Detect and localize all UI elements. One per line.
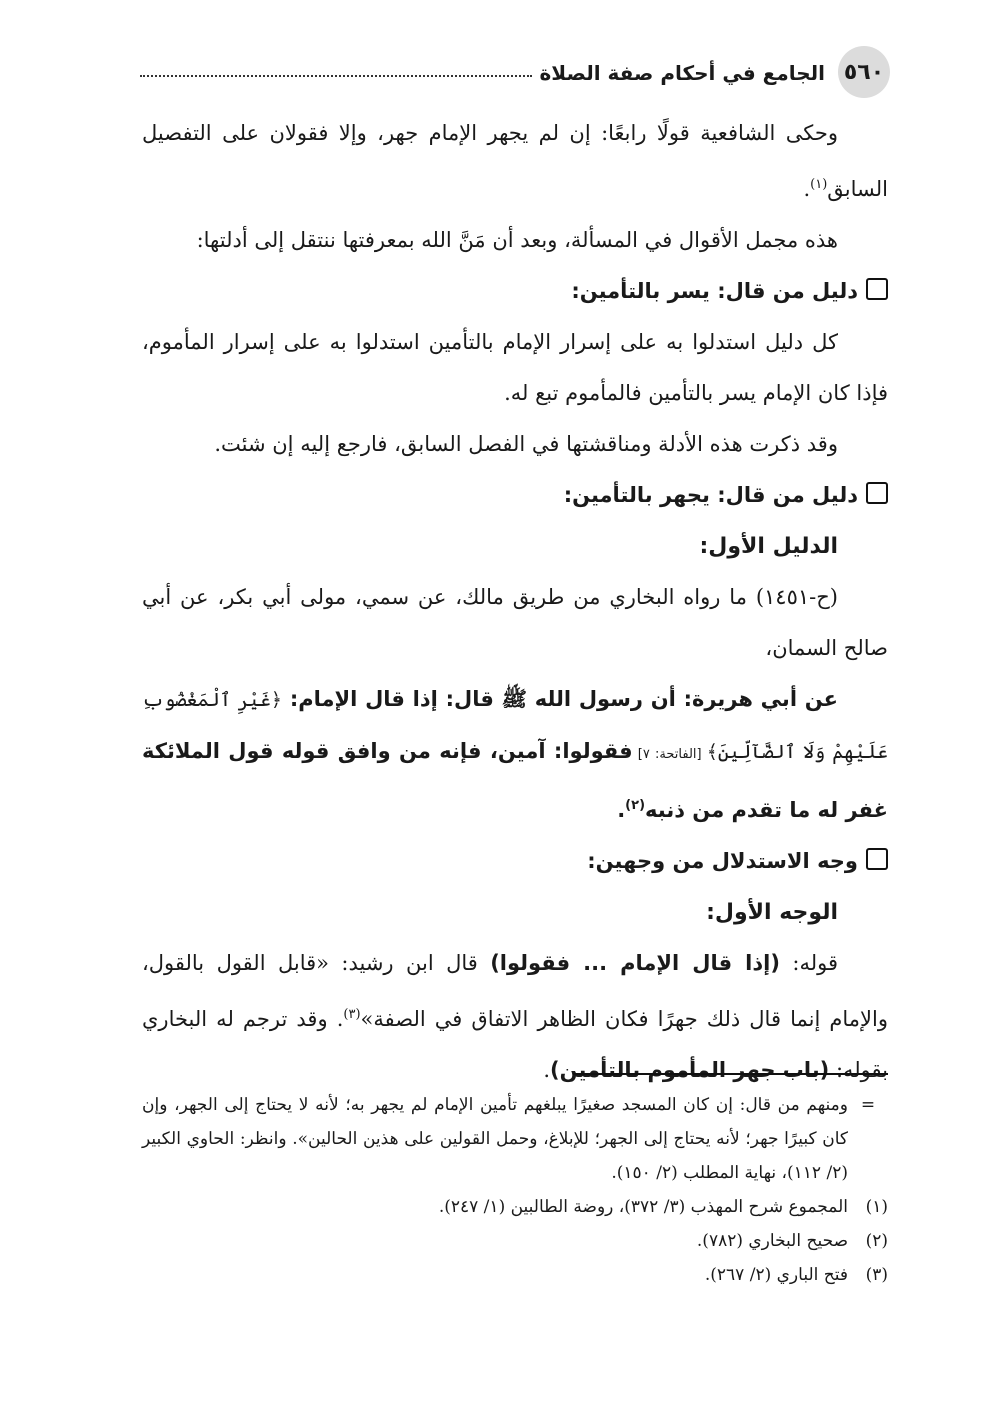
paragraph-3: كل دليل استدلوا به على إسرار الإمام بالتأمين استدلوا به على إسرار المأموم، فإذا كان الإمام يسر بالتأمين فالمأموم تبع له. — [142, 330, 888, 405]
continuation-mark: = — [860, 1095, 876, 1115]
footnotes — [142, 1088, 888, 1292]
checkbox-square-icon — [866, 482, 888, 504]
footnote-ref-1[interactable]: (١) — [810, 177, 828, 192]
paragraph-4: وقد ذكرت هذه الأدلة ومناقشتها في الفصل السابق، فارجع إليه إن شئت. — [214, 432, 838, 456]
footnote-ref-3[interactable]: (٣) — [343, 1007, 361, 1022]
paragraph-2: هذه مجمل الأقوال في المسألة، وبعد أن مَنَّ الله بمعرفتها ننتقل إلى أدلتها: — [196, 228, 838, 252]
page-body — [142, 108, 888, 1096]
section-heading-secret: دليل من قال: يسر بالتأمين: — [142, 266, 888, 317]
section-heading-inference: وجه الاستدلال من وجهين: — [142, 836, 888, 887]
section-heading-loud: دليل من قال: يجهر بالتأمين: — [142, 470, 888, 521]
footnote-ref-2[interactable]: (٢) — [625, 798, 646, 813]
paragraph-7: قوله: (إذا قال الإمام ... فقولوا) قال ابن رشيد: «قابل القول بالقول، والإمام إنما قال ذلك جهرًا فكان الظاهر الاتفاق في الصفة»$^{(٣)}$. وقد ترجم له البخاري بقوله: (باب جهر المأموم بالتأمين). — [142, 951, 888, 1082]
dotted-leader — [140, 75, 532, 77]
footnote-separator — [573, 1073, 888, 1075]
checkbox-square-icon — [866, 278, 888, 300]
paragraph-5: (ح-١٤٥١) ما رواه البخاري من طريق مالك، عن سمي، مولى أبي بكر، عن أبي صالح السمان، — [142, 585, 888, 660]
footnote-1: (١) المجموع شرح المهذب (٣/ ٣٧٢)، روضة الطالبين (١/ ٢٤٧). — [438, 1197, 888, 1217]
paragraph-1: وحكى الشافعية قولًا رابعًا: إن لم يجهر الإمام جهر، وإلا فقولان على التفصيل السابق$^{(١)}$. — [142, 121, 888, 201]
footnote-continuation: = ومنهم من قال: إن كان المسجد صغيرًا يبلغهم تأمين الإمام لم يجهر به؛ لأنه لا يحتاج إلى الجهر، وإن كان كبيرًا جهر؛ لأنه يحتاج إلى الجهر؛ للإبلاغ، وحمل القولين على هذين الحالين». وانظر: الحاوي الكبير (٢/ ١١٢)، نهاية المطلب (٢/ ١٥٠). — [142, 1088, 888, 1190]
page-header — [140, 46, 890, 98]
footnote-3: (٣) فتح الباري (٢/ ٢٦٧). — [704, 1265, 888, 1285]
footnote-2: (٢) صحيح البخاري (٧٨٢). — [696, 1231, 888, 1251]
subheading-first-aspect: الوجه الأول: — [706, 900, 838, 925]
page-number: ٥٦٠ — [843, 59, 885, 85]
paragraph-hadith: عن أبي هريرة: أن رسول الله ﷺ قال: إذا قال الإمام: ﴿غَيْرِ ٱلْمَغْضُوبِ عَلَيْهِمْ وَلَا ٱلضَّآلِّينَ﴾ [الفاتحة: ٧] فقولوا: آمين، فإنه من وافق قوله قول الملائكة غفر له ما تقدم من ذنبه$^{(٢)}$. — [142, 687, 888, 822]
page-number-badge — [838, 46, 890, 98]
quran-verse: ﴿غَيْرِ ٱلْمَغْضُوبِ عَلَيْهِمْ وَلَا ٱلضَّآلِّينَ﴾ — [142, 689, 888, 763]
verse-source: [الفاتحة: ٧] — [632, 747, 707, 762]
running-title-row — [140, 58, 825, 88]
subheading-first-evidence: الدليل الأول: — [699, 534, 838, 559]
checkbox-square-icon — [866, 848, 888, 870]
running-title: الجامع في أحكام صفة الصلاة — [539, 61, 825, 85]
